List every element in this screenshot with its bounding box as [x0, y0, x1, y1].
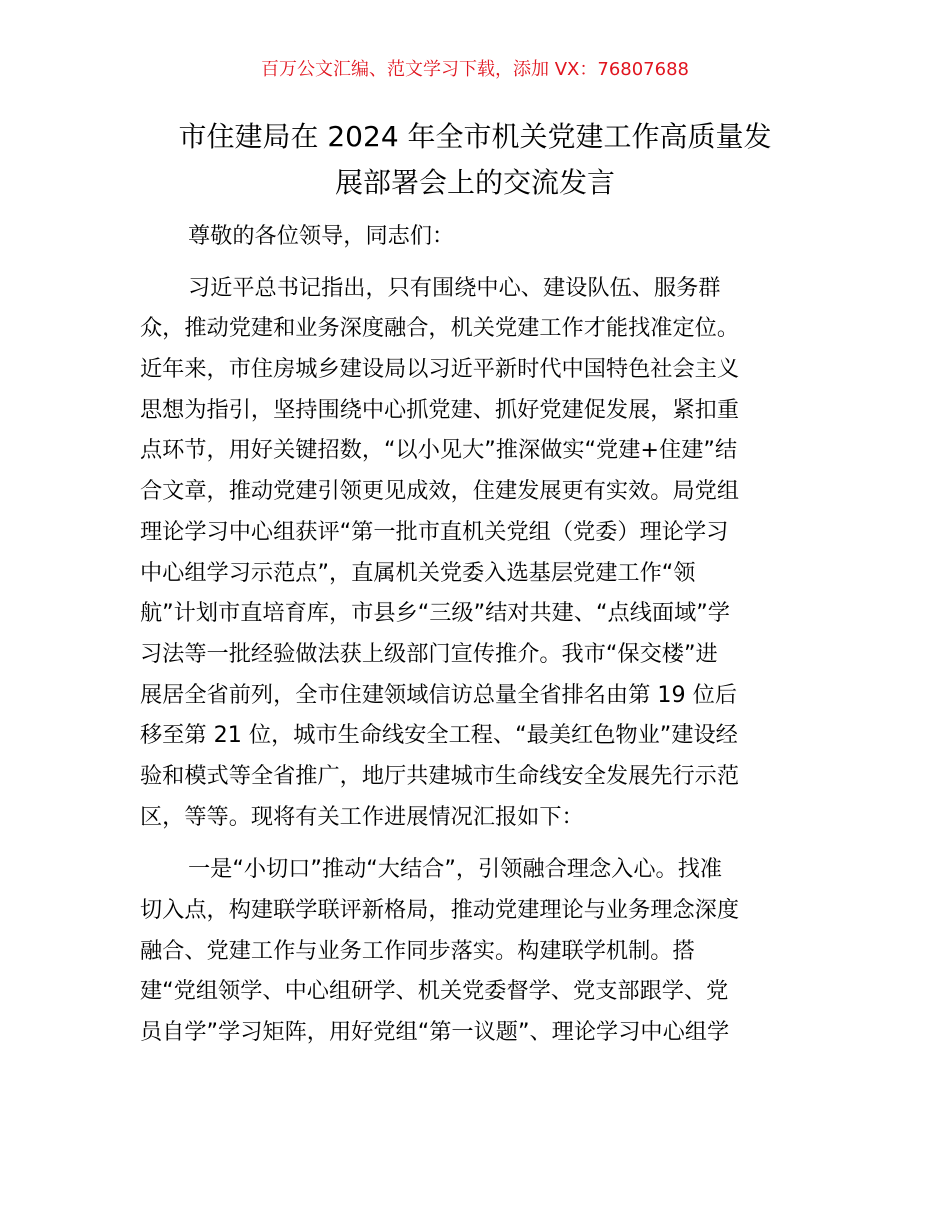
text-line: 区，等等。现将有关工作进展情况汇报如下： [140, 803, 584, 830]
text-line: 众，推动党建和业务深度融合，机关党建工作才能找准定位。 [140, 315, 740, 342]
text-line: 合文章，推动党建引领更见成效，住建发展更有实效。局党组 [140, 478, 740, 505]
title-line-2: 展部署会上的交流发言 [334, 166, 615, 199]
paragraph-section-one [140, 849, 810, 1052]
paragraph-intro [140, 268, 810, 838]
text-line: 点环节，用好关键招数，“以小见大”推深做实“党建+住建”结 [140, 437, 738, 464]
text-line: 员自学”学习矩阵，用好党组“第一议题”、理论学习中心组学 [140, 1019, 730, 1046]
text-line: 一是“小切口”推动“大结合”，引领融合理念入心。找准 [188, 856, 723, 883]
text-line: 习法等一批经验做法获上级部门宣传推介。我市“保交楼”进 [140, 640, 718, 667]
text-line: 习近平总书记指出，只有围绕中心、建设队伍、服务群 [188, 274, 721, 301]
text-line: 切入点，构建联学联评新格局，推动党建理论与业务理念深度 [140, 897, 740, 923]
text-line: 验和模式等全省推广，地厅共建城市生命线安全发展先行示范 [140, 762, 740, 789]
document-title [140, 114, 810, 206]
text-line: 建“党组领学、中心组研学、机关党委督学、党支部跟学、党 [140, 978, 729, 1005]
text-line: 展居全省前列，全市住建领域信访总量全省排名由第 19 位后 [140, 681, 738, 708]
text-line: 理论学习中心组获评“第一批市直机关党组（党委）理论学习 [140, 518, 729, 545]
download-banner: 百万公文汇编、范文学习下载，添加 VX：76807688 [261, 59, 689, 80]
text-line: 融合、党建工作与业务工作同步落实。构建联学机制。搭 [140, 937, 695, 964]
text-line: 移至第 21 位，城市生命线安全工程、“最美红色物业”建设经 [140, 722, 738, 749]
salutation [140, 216, 810, 257]
title-line-1: 市住建局在 2024 年全市机关党建工作高质量发 [178, 120, 772, 153]
text-line: 近年来，市住房城乡建设局以习近平新时代中国特色社会主义 [140, 356, 740, 383]
salutation-text: 尊敬的各位领导，同志们： [188, 223, 455, 249]
document-body [140, 216, 810, 1053]
text-line: 航”计划市直培育库，市县乡“三级”结对共建、“点线面域”学 [140, 600, 730, 627]
text-line: 思想为指引，坚持围绕中心抓党建、抓好党建促发展，紧扣重 [140, 396, 740, 423]
text-line: 中心组学习示范点”，直属机关党委入选基层党建工作“领 [140, 559, 696, 586]
